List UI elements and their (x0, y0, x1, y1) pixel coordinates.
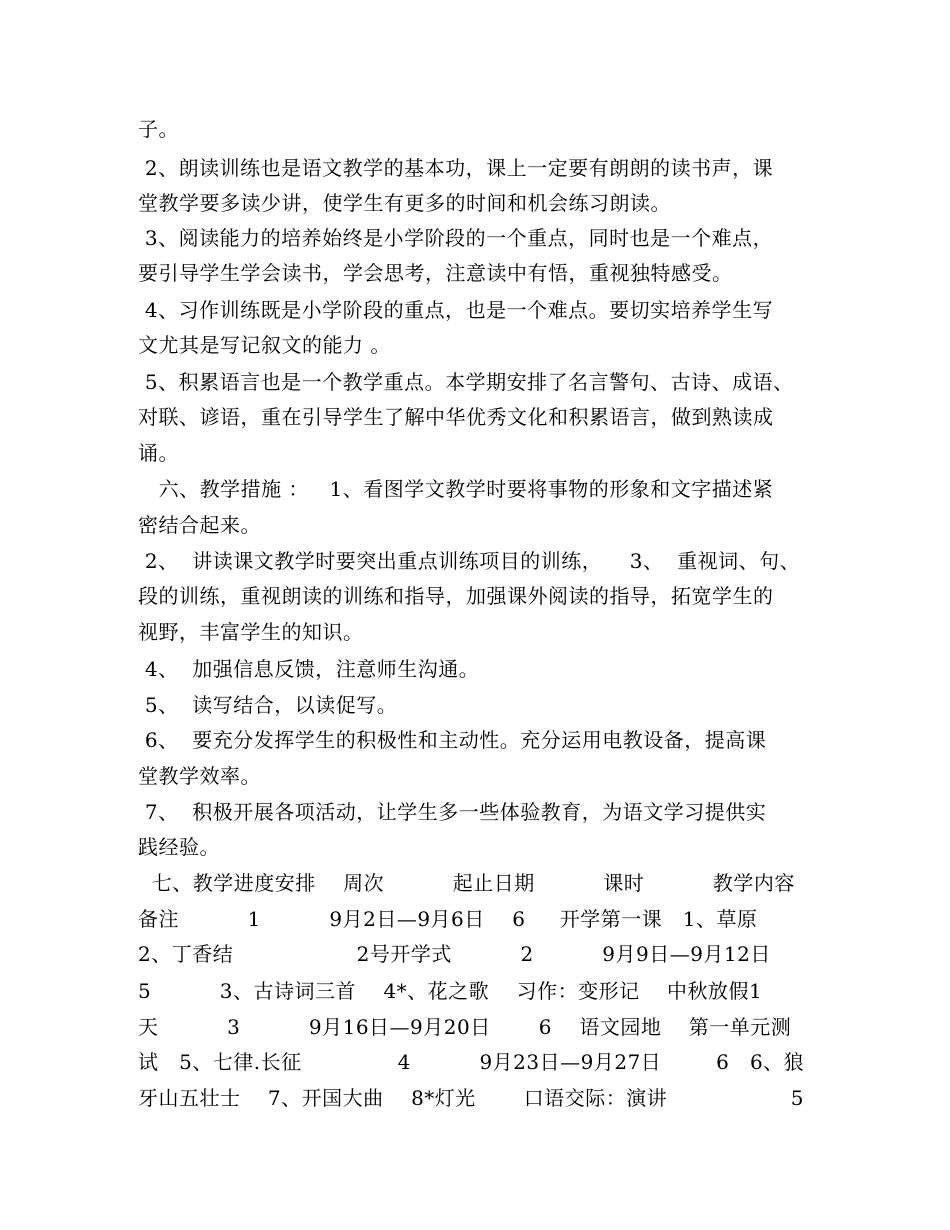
text-line: 5 3、古诗词三首 4*、花之歌 习作：变形记 中秋放假1 (138, 979, 763, 1003)
text-line: 践经验。 (138, 835, 220, 859)
text-line: 6、 要充分发挥学生的积极性和主动性。充分运用电教设备，提高课 (138, 728, 767, 752)
text-line: 视野，丰富学生的知识。 (138, 620, 364, 644)
text-line: 对联、谚语，重在引导学生了解中华优秀文化和积累语言，做到熟读成 (138, 405, 774, 429)
text-line: 牙山五壮士 7、开国大曲 8*灯光 口语交际：演讲 5 (138, 1086, 804, 1110)
text-line: 3、阅读能力的培养始终是小学阶段的一个重点，同时也是一个难点， (138, 226, 774, 250)
text-line: 备注 1 9月2日—9月6日 6 开学第一课 1、草原 (138, 907, 758, 931)
text-line: 要引导学生学会读书，学会思考，注意读中有悟，重视独特感受。 (138, 261, 733, 285)
text-line: 子。 (138, 117, 179, 141)
text-line: 2、朗读训练也是语文教学的基本功，课上一定要有朗朗的读书声，课 (138, 156, 774, 180)
text-line: 5、 读写结合，以读促写。 (138, 693, 398, 717)
text-line: 堂教学要多读少讲，使学生有更多的时间和机会练习朗读。 (138, 191, 671, 215)
text-line: 堂教学效率。 (138, 764, 261, 788)
text-line: 段的训练，重视朗读的训练和指导，加强课外阅读的指导，拓宽学生的 (138, 584, 774, 608)
text-line: 诵。 (138, 441, 179, 465)
text-line: 2、 讲读课文教学时要突出重点训练项目的训练， 3、 重视词、句、 (138, 549, 801, 573)
text-line: 试 5、七律.长征 4 9月23日—9月27日 6 6、狼 (138, 1050, 805, 1074)
text-line: 4、 加强信息反馈，注意师生沟通。 (138, 657, 480, 681)
text-line: 5、积累语言也是一个教学重点。本学期安排了名言警句、古诗、成语、 (138, 370, 794, 394)
text-line: 六、教学措施 ： 1、看图学文教学时要将事物的形象和文字描述紧 (138, 477, 774, 501)
text-line: 7、 积极开展各项活动，让学生多一些体验教育，为语文学习提供实 (138, 800, 767, 824)
text-line: 4、习作训练既是小学阶段的重点，也是一个难点。要切实培养学生写 (138, 298, 774, 322)
text-line: 天 3 9月16日—9月20日 6 语文园地 第一单元测 (138, 1015, 792, 1039)
text-line: 密结合起来。 (138, 513, 261, 537)
text-line: 2、丁香结 2号开学式 2 9月9日—9月12日 (138, 942, 771, 966)
text-line: 文尤其是写记叙文的能力 。 (138, 333, 391, 357)
text-line: 七、教学进度安排 周次 起止日期 课时 教学内容 (138, 871, 795, 895)
